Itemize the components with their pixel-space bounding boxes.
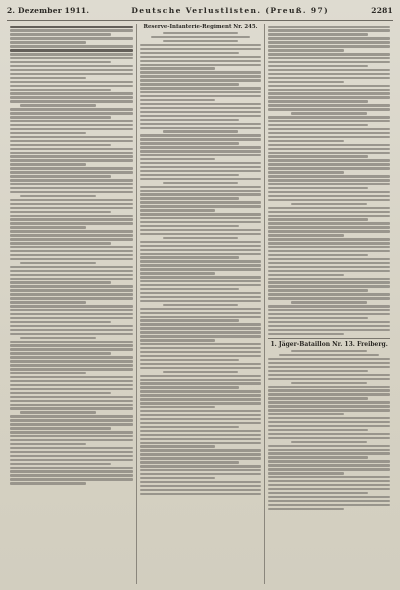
page-title: Deutsche Verlustlisten. (Preuß. 97) <box>131 6 330 15</box>
regiment-heading: Reserve-Infanterie-Regiment Nr. 245. <box>143 24 258 30</box>
text-columns <box>7 24 393 584</box>
battalion-heading: 1. Jäger-Bataillon Nr. 13. Freiberg. <box>268 338 390 348</box>
page-header <box>7 6 393 21</box>
column-middle <box>136 24 265 584</box>
page-number: 2281 <box>371 6 393 15</box>
column-left <box>7 24 136 584</box>
column-right <box>264 24 393 584</box>
page-date: 2. Dezember 1911. <box>7 6 90 15</box>
